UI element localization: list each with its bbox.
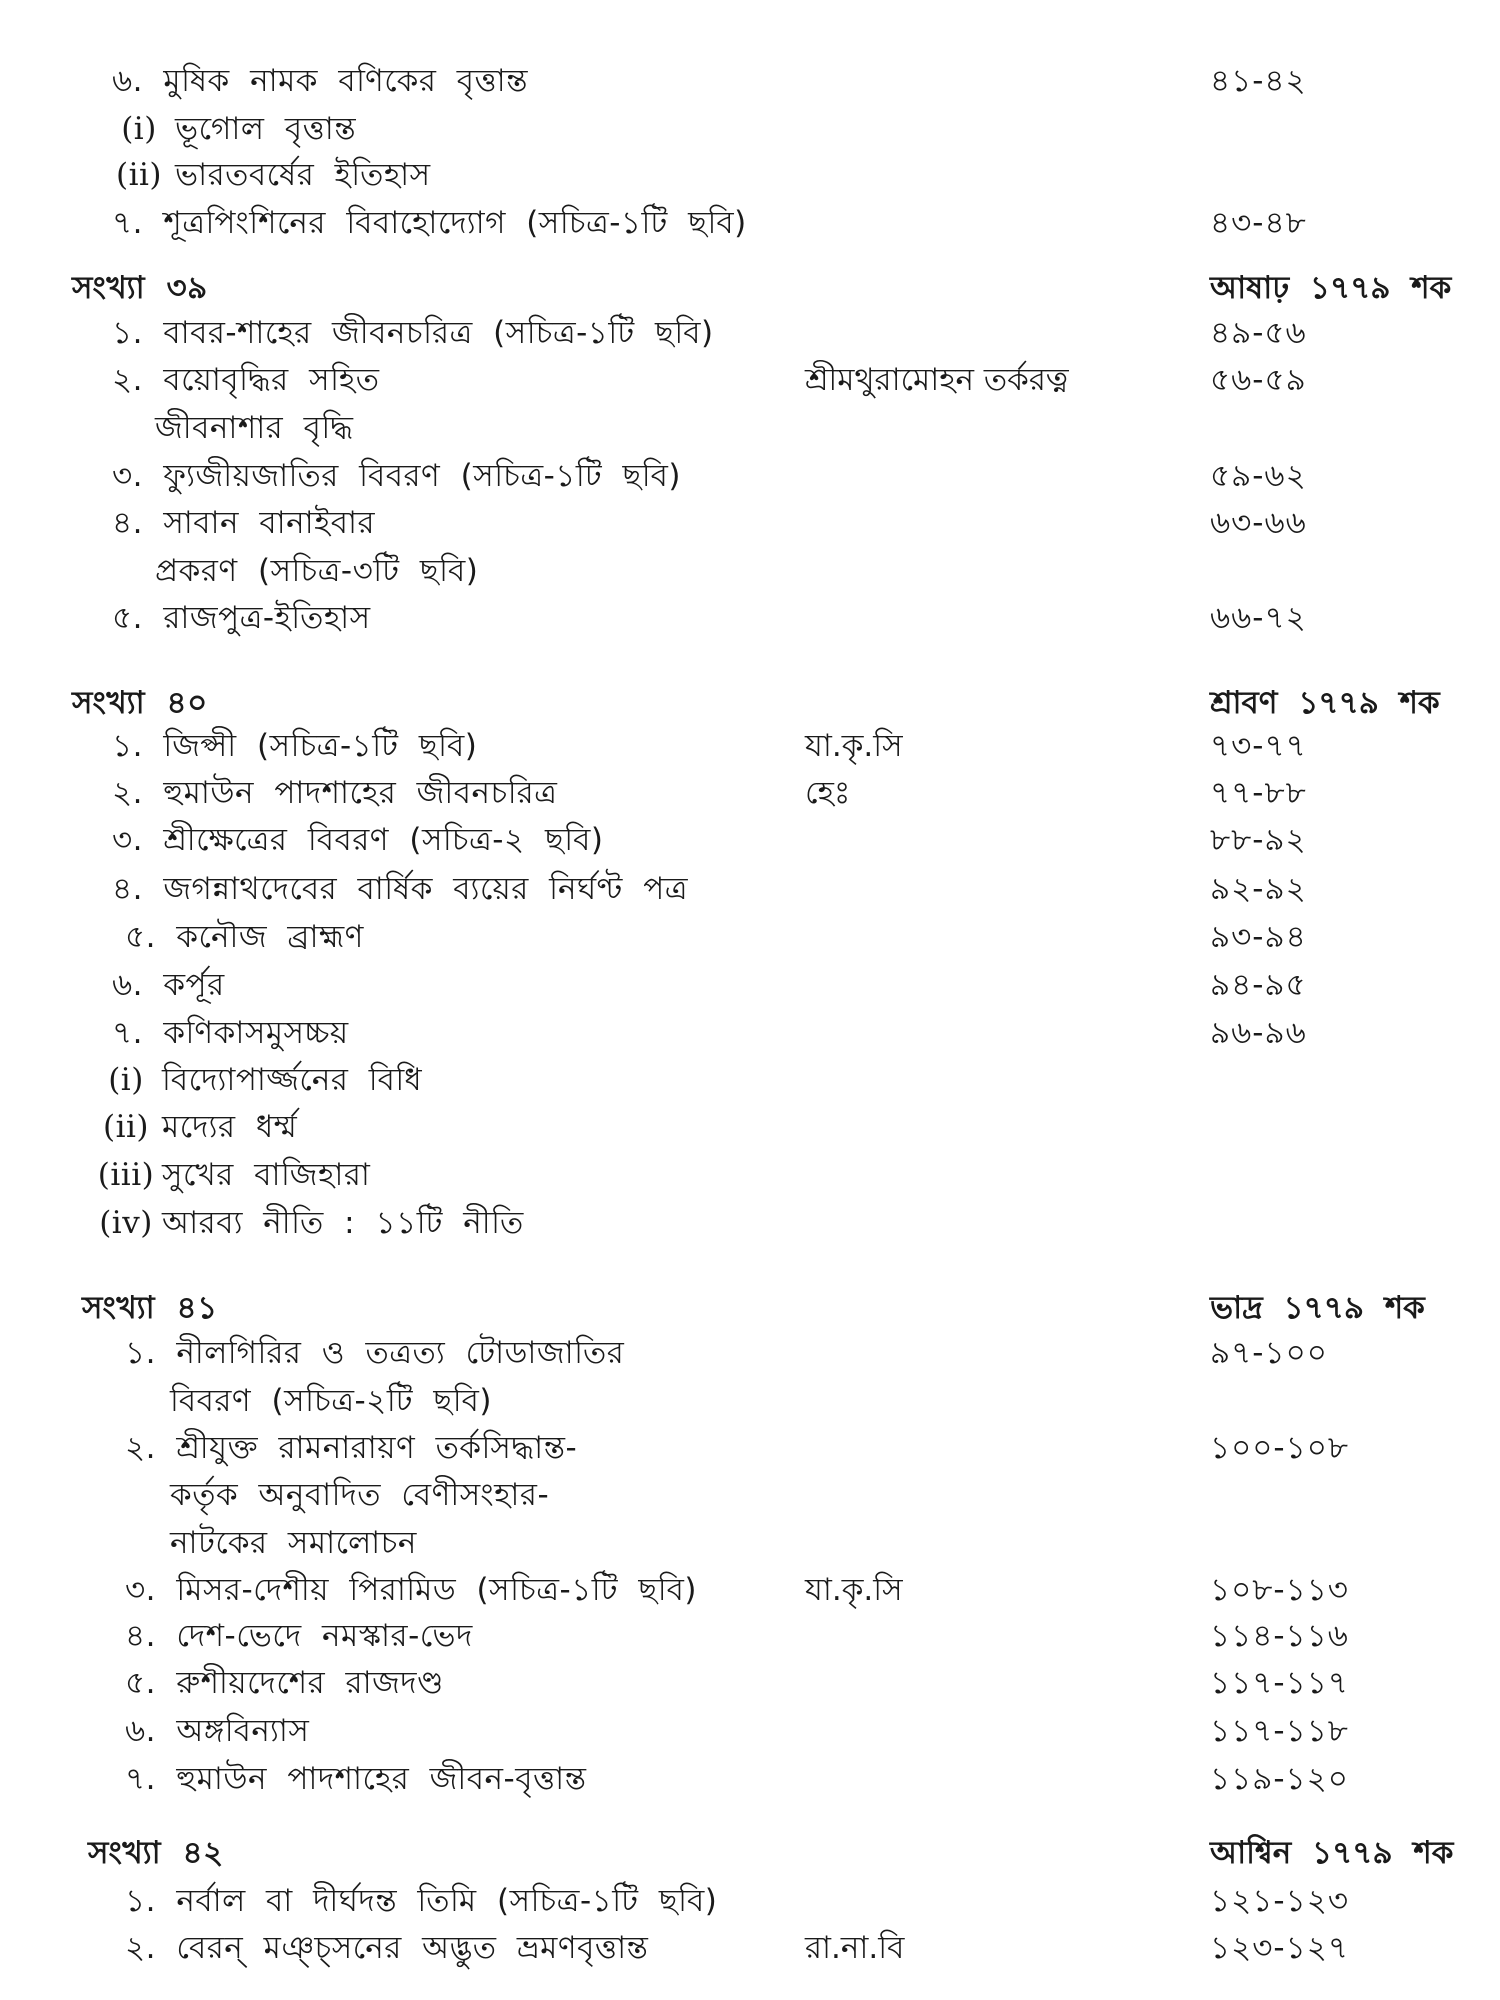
entry-title <box>90 1057 422 1103</box>
subentry-text: বিদ্যোপার্জ্জনের বিধি <box>162 1062 423 1098</box>
contents-row <box>0 1660 1500 1706</box>
entry-title: ৬. কর্পূর <box>112 967 225 1003</box>
entry-title <box>90 1152 370 1198</box>
entry-title: ১. নীলগিরির ও তত্রত্য টোডাজাতির <box>125 1335 625 1371</box>
contents-row <box>0 1330 1500 1376</box>
entry-author: যা.কৃ.সি <box>805 728 903 764</box>
entry-title: ৫. কনৌজ ব্রাহ্মণ <box>125 919 364 955</box>
issue-number: সংখ্যা ৪০ <box>72 685 208 721</box>
entry-title: ২. হুমাউন পাদশাহের জীবনচরিত্র <box>112 775 558 811</box>
entry-title <box>90 1200 524 1246</box>
contents-row <box>0 914 1500 960</box>
entry-title: ১. বাবর-শাহের জীবনচরিত্র (সচিত্র-১টি ছবি) <box>112 315 714 351</box>
contents-row <box>0 357 1500 403</box>
issue-date: শ্রাবণ ১৭৭৯ শক <box>1210 685 1440 721</box>
entry-title <box>90 1104 297 1150</box>
contents-row <box>0 1613 1500 1659</box>
contents-row <box>0 1057 1500 1103</box>
roman-numeral: (i) <box>108 1062 144 1098</box>
page-range: ১২১-১২৩ <box>1210 1883 1350 1919</box>
contents-row <box>0 200 1500 246</box>
contents-row <box>0 1925 1500 1971</box>
issue-header-row <box>0 1285 1500 1331</box>
page-range: ৮৮-৯২ <box>1210 822 1307 858</box>
contents-row <box>0 866 1500 912</box>
entry-author: শ্রীমথুরামোহন তর্করত্ন <box>805 362 1069 398</box>
page-range: ৯৬-৯৬ <box>1210 1015 1307 1051</box>
entry-title: ৬. অঙ্গবিন্যাস <box>125 1713 310 1749</box>
contents-row <box>0 1378 1500 1424</box>
entry-title: নাটকের সমালোচন <box>170 1525 417 1561</box>
page-range: ১০০-১০৮ <box>1210 1430 1350 1466</box>
subentry-text: ভূগোল বৃত্তান্ত <box>175 111 357 147</box>
issue-header-row <box>0 265 1500 311</box>
page-range: ১১৯-১২০ <box>1210 1761 1349 1797</box>
contents-row <box>0 1152 1500 1198</box>
entry-title: ২. বয়োবৃদ্ধির সহিত <box>112 362 380 398</box>
contents-row <box>0 1878 1500 1924</box>
contents-row <box>0 405 1500 451</box>
contents-row <box>0 106 1500 152</box>
contents-row <box>0 500 1500 546</box>
issue-number: সংখ্যা ৪১ <box>82 1290 218 1326</box>
page-range: ৯৪-৯৫ <box>1210 967 1307 1003</box>
issue-date: আশ্বিন ১৭৭৯ শক <box>1210 1835 1454 1871</box>
page-range: ৫৬-৫৯ <box>1210 362 1307 398</box>
page-range: ১০৮-১১৩ <box>1210 1572 1349 1608</box>
page-range: ১২৩-১২৭ <box>1210 1930 1350 1966</box>
entry-title: ৪. সাবান বানাইবার <box>112 505 376 541</box>
subentry-text: ভারতবর্ষের ইতিহাস <box>175 157 431 193</box>
page-range: ৭৩-৭৭ <box>1210 728 1307 764</box>
entry-title: ৬. মুষিক নামক বণিকের বৃত্তান্ত <box>112 63 529 99</box>
contents-row <box>0 595 1500 641</box>
roman-numeral: (ii) <box>102 1109 150 1145</box>
contents-row <box>0 58 1500 104</box>
roman-numeral: (iv) <box>99 1205 153 1241</box>
roman-numeral: (iii) <box>97 1157 155 1193</box>
entry-title: ৫. রাজপুত্র-ইতিহাস <box>112 600 371 636</box>
entry-title <box>103 152 431 198</box>
subentry-text: আরব্য নীতি : ১১টি নীতি <box>162 1205 524 1241</box>
entry-title: ৪. জগন্নাথদেবের বার্ষিক ব্যয়ের নির্ঘণ্ট পত্র <box>112 871 689 907</box>
page-range: ৯৩-৯৪ <box>1210 919 1307 955</box>
issue-date: আষাঢ় ১৭৭৯ শক <box>1210 270 1452 306</box>
issue-date: ভাদ্র ১৭৭৯ শক <box>1210 1290 1425 1326</box>
contents-row <box>0 1425 1500 1471</box>
entry-title: ১. নর্বাল বা দীর্ঘদন্ত তিমি (সচিত্র-১টি ছবি) <box>125 1883 718 1919</box>
contents-row <box>0 152 1500 198</box>
contents-row <box>0 962 1500 1008</box>
contents-row <box>0 1567 1500 1613</box>
contents-row <box>0 1010 1500 1056</box>
page-range: ১১৭-১১৭ <box>1210 1665 1349 1701</box>
page-range: ১১৭-১১৮ <box>1210 1713 1349 1749</box>
entry-title: জীবনাশার বৃদ্ধি <box>155 410 354 446</box>
issue-header-row <box>0 680 1500 726</box>
contents-row <box>0 817 1500 863</box>
entry-title: ৪. দেশ-ভেদে নমস্কার-ভেদ <box>125 1618 473 1654</box>
entry-title: ১. জিপ্সী (সচিত্র-১টি ছবি) <box>112 728 478 764</box>
contents-row <box>0 310 1500 356</box>
page-range: ১১৪-১১৬ <box>1210 1618 1349 1654</box>
entry-title: ২. বেরন্ মঞ্চ্সনের অদ্ভুত ভ্রমণবৃত্তান্ত <box>125 1930 649 1966</box>
page-range: ৫৯-৬২ <box>1210 458 1307 494</box>
page-range: ৪১-৪২ <box>1210 63 1307 99</box>
contents-row <box>0 1520 1500 1566</box>
entry-title: ৩. ফ্যুজীয়জাতির বিবরণ (সচিত্র-১টি ছবি) <box>112 458 682 494</box>
contents-row <box>0 548 1500 594</box>
issue-number: সংখ্যা ৩৯ <box>72 270 208 306</box>
page-range: ৯২-৯২ <box>1210 871 1307 907</box>
entry-title: কর্তৃক অনুবাদিত বেণীসংহার- <box>170 1477 550 1513</box>
entry-title: ৭. কণিকাসমুসচ্চয় <box>112 1015 349 1051</box>
page-range: ৪৯-৫৬ <box>1210 315 1307 351</box>
contents-row <box>0 1104 1500 1150</box>
contents-row <box>0 453 1500 499</box>
contents-row <box>0 723 1500 769</box>
contents-row <box>0 1756 1500 1802</box>
entry-title: ২. শ্রীযুক্ত রামনারায়ণ তর্কসিদ্ধান্ত- <box>125 1430 578 1466</box>
entry-title: ৭. শূত্রপিংশিনের বিবাহোদ্যোগ (সচিত্র-১টি ছবি) <box>112 205 747 241</box>
contents-row <box>0 770 1500 816</box>
entry-title <box>103 106 356 152</box>
contents-row <box>0 1200 1500 1246</box>
entry-author: যা.কৃ.সি <box>805 1572 903 1608</box>
page-range: ৬৬-৭২ <box>1210 600 1307 636</box>
subentry-text: সুখের বাজিহারা <box>162 1157 371 1193</box>
entry-title: ৭. হুমাউন পাদশাহের জীবন-বৃত্তান্ত <box>125 1761 587 1797</box>
subentry-text: মদ্যের ধর্ম্ম <box>162 1109 298 1145</box>
page-range: ৬৩-৬৬ <box>1210 505 1307 541</box>
entry-title: প্রকরণ (সচিত্র-৩টি ছবি) <box>155 553 479 589</box>
contents-row <box>0 1472 1500 1518</box>
entry-title: বিবরণ (সচিত্র-২টি ছবি) <box>170 1383 492 1419</box>
contents-row <box>0 1708 1500 1754</box>
entry-title: ৩. শ্রীক্ষেত্রের বিবরণ (সচিত্র-২ ছবি) <box>112 822 604 858</box>
page-range: ৪৩-৪৮ <box>1210 205 1307 241</box>
entry-title: ৫. রুশীয়দেশের রাজদণ্ড <box>125 1665 444 1701</box>
entry-author: হেঃ <box>805 775 851 811</box>
issue-number: সংখ্যা ৪২ <box>88 1835 224 1871</box>
roman-numeral: (ii) <box>115 157 163 193</box>
page-range: ৯৭-১০০ <box>1210 1335 1328 1371</box>
page-range: ৭৭-৮৮ <box>1210 775 1307 811</box>
issue-header-row <box>0 1830 1500 1876</box>
entry-title: ৩. মিসর-দেশীয় পিরামিড (সচিত্র-১টি ছবি) <box>125 1572 697 1608</box>
entry-author: রা.না.বি <box>805 1930 905 1966</box>
roman-numeral: (i) <box>121 111 157 147</box>
